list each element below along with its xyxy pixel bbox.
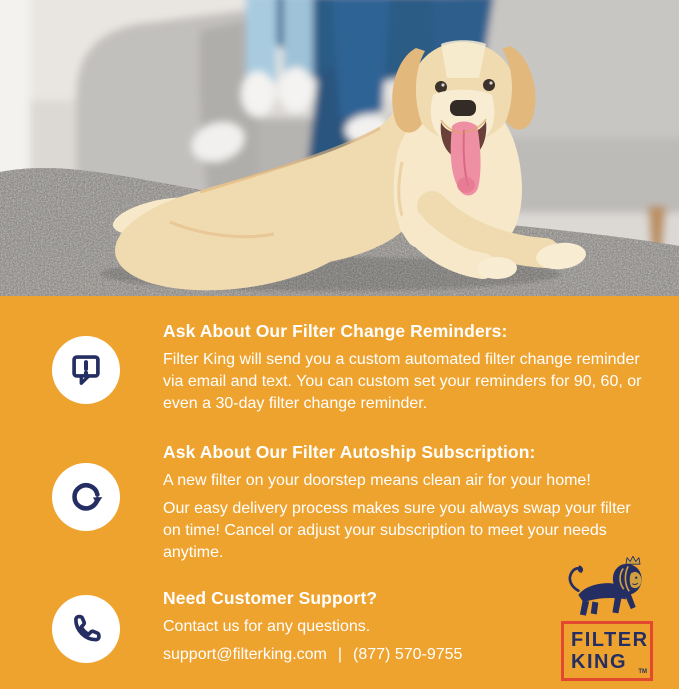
support-email-link[interactable]: support@filterking.com bbox=[163, 646, 327, 663]
lifestyle-photo bbox=[0, 0, 679, 296]
logo-wordmark-box bbox=[561, 621, 653, 681]
section-heading: Ask About Our Filter Change Reminders: bbox=[163, 321, 508, 341]
crowned-lion-icon bbox=[561, 556, 653, 620]
section-filter-change-reminders bbox=[52, 321, 647, 415]
section-filter-autoship-subscription bbox=[52, 442, 647, 564]
icon-badge bbox=[52, 595, 120, 663]
section-paragraph: Contact us for any questions. bbox=[163, 618, 371, 635]
trademark-symbol: TM bbox=[638, 669, 647, 675]
contact-separator: | bbox=[337, 646, 343, 663]
logo-word-king: KING bbox=[571, 651, 627, 673]
section-heading: Ask About Our Filter Autoship Subscription: bbox=[163, 442, 536, 462]
phone-icon bbox=[65, 608, 107, 650]
section-paragraph: Our easy delivery process makes sure you always swap your filter on time! Cancel or adjust your subscription to meet your needs anytime. bbox=[163, 500, 631, 561]
filter-king-logo bbox=[558, 556, 656, 681]
section-paragraph: Filter King will send you a custom automated filter change reminder via email and text. You can custom set your reminders for 90, 60, or even a 30-day filter change reminder. bbox=[163, 351, 642, 412]
autoship-refresh-icon bbox=[65, 476, 107, 518]
support-phone-link[interactable]: (877) 570-9755 bbox=[353, 646, 463, 663]
icon-badge bbox=[52, 336, 120, 404]
icon-badge bbox=[52, 463, 120, 531]
speech-bubble-exclamation-icon bbox=[65, 349, 107, 391]
section-paragraph: A new filter on your doorstep means clean air for your home! bbox=[163, 472, 591, 489]
logo-word-filter: FILTER bbox=[571, 629, 649, 651]
section-heading: Need Customer Support? bbox=[163, 588, 378, 608]
